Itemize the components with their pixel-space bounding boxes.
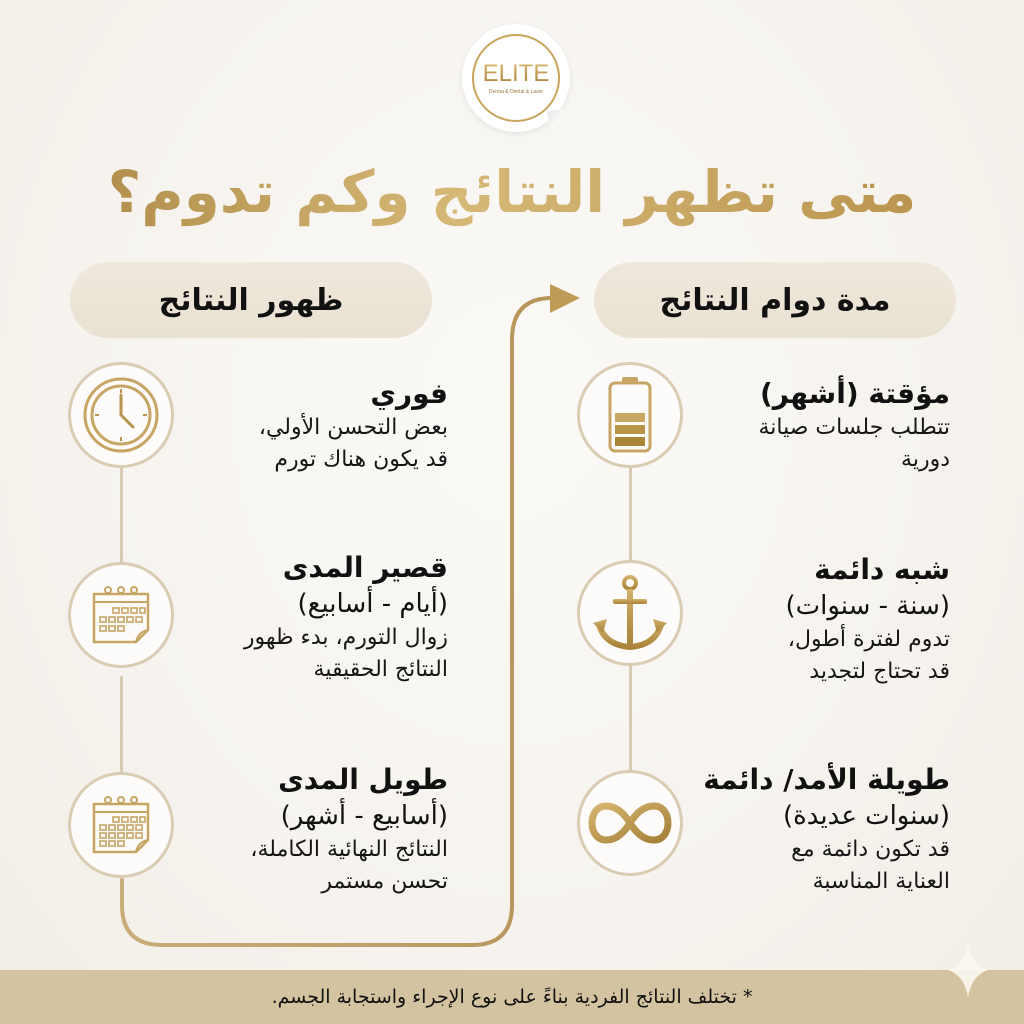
item-title: طويلة الأمد/ دائمة	[703, 763, 950, 796]
battery-icon	[605, 375, 655, 455]
item-desc-line: تحسن مستمر	[321, 869, 448, 894]
item-title: فوري	[370, 377, 448, 410]
left-item-short-term	[178, 550, 448, 686]
clock-icon	[81, 375, 161, 455]
item-desc-line: قد يكون هناك تورم	[274, 447, 448, 472]
infinity-icon	[588, 798, 672, 848]
calendar-icon-circle	[68, 772, 174, 878]
right-item-semi-permanent	[680, 552, 950, 688]
header-results-duration: مدة دوام النتائج	[594, 262, 956, 338]
item-desc-line: دورية	[901, 447, 950, 472]
item-title: قصير المدى	[282, 551, 448, 584]
battery-icon-circle	[577, 362, 683, 468]
disclaimer-text: * تختلف النتائج الفردية بناءً على نوع الإجراء واستجابة الجسم.	[271, 986, 753, 1008]
item-range: (أيام - أسابيع)	[297, 589, 448, 619]
item-range: (سنوات عديدة)	[783, 801, 950, 831]
item-range: (سنة - سنوات)	[785, 591, 950, 621]
left-item-immediate	[178, 376, 448, 476]
anchor-icon-circle	[577, 560, 683, 666]
item-desc-line: العناية المناسبة	[812, 869, 950, 894]
calendar-icon	[86, 580, 156, 650]
right-item-temporary	[680, 376, 950, 476]
item-desc-line: النتائج النهائية الكاملة،	[250, 837, 448, 862]
right-item-long-lasting	[680, 762, 950, 898]
timeline-line-left-2	[120, 676, 123, 772]
item-desc-line: النتائج الحقيقية	[313, 657, 448, 682]
page-title: متى تظهر النتائج وكم تدوم؟	[0, 152, 1024, 232]
item-desc-line: زوال التورم، بدء ظهور	[243, 625, 448, 650]
sparkle-icon	[946, 940, 990, 1000]
timeline-line-right-2	[629, 664, 632, 770]
timeline-line-right-1	[629, 466, 632, 562]
clock-icon-circle	[68, 362, 174, 468]
infinity-icon-circle	[577, 770, 683, 876]
header-results-appearance: ظهور النتائج	[70, 262, 432, 338]
item-desc-line: تدوم لفترة أطول،	[787, 627, 950, 652]
item-desc-line: قد تكون دائمة مع	[791, 837, 950, 862]
item-title: طويل المدى	[278, 763, 448, 796]
item-desc-line: تتطلب جلسات صيانة	[758, 415, 950, 440]
item-range: (أسابيع - أشهر)	[280, 801, 448, 831]
item-desc-line: قد تحتاج لتجديد	[809, 659, 950, 684]
calendar-icon	[86, 790, 156, 860]
item-title: شبه دائمة	[814, 553, 950, 586]
anchor-icon	[593, 573, 667, 653]
logo-tagline: Derma & Dental & Laser	[488, 88, 544, 95]
left-item-long-term	[178, 762, 448, 898]
item-desc-line: بعض التحسن الأولي،	[258, 415, 448, 440]
logo-brand: ELITE	[482, 59, 550, 87]
item-title: مؤقتة (أشهر)	[759, 377, 950, 410]
calendar-icon-circle	[68, 562, 174, 668]
footer-disclaimer	[0, 970, 1024, 1024]
timeline-line-left-1	[120, 466, 123, 562]
